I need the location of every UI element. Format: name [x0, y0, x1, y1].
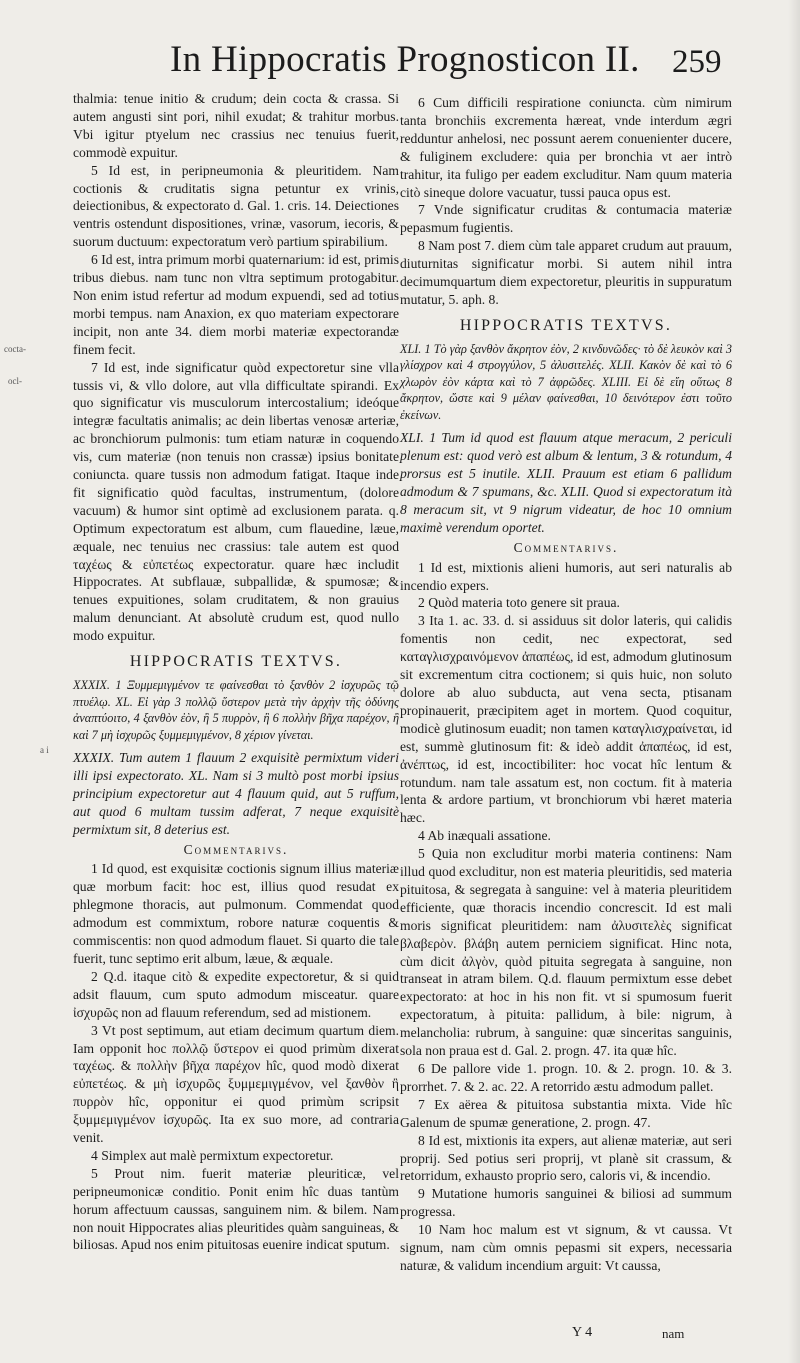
signature-mark: Y 4 — [572, 1325, 593, 1340]
commentary-item: 5 Prout nim. fuerit materiæ pleuriticæ, vel peripneumonicæ conditio. Ponit enim hîc duas tantùm horum affectuum caussas, sanguinem nim. & bilem. Nam non nouit Hippocrates alias pleuritides quàm sanguineas, & biliosas. Apud nos enim pituitosas euenire indicat sputum. — [73, 1165, 399, 1253]
greek-text: XXXIX. 1 Ξυμμεμιγμένον τε φαίνεσθαι τὸ ξανθὸν 2 ἰσχυρῶς τῷ πτυέλῳ. XL. Εἰ γὰρ 3 πολλῷ ὕστερον μετὰ τὴν ἀρχὴν τῆς ὀδύνης ἀναπτύοιτο, 4 ξανθὸν ἐὸν, ἢ 5 πυρρὸν, ἢ 6 πολλὴν βῆχα παρέχον, ἢ καὶ 7 μὴ ἰσχυρῶς ξυμμεμιγμένον, 8 χέριον γίνεται. — [73, 678, 399, 742]
running-title: In Hippocratis Prognosticon II. — [170, 39, 640, 80]
commentary-item: 2 Quòd materia toto genere sit praua. — [418, 595, 620, 611]
paragraph: thalmia: tenue initio & crudum; dein cocta & crassa. Si autem angusti sint pori, nihil exudat; & trahitur morbus. Vbi igitur ptyelum nec crassius nec tenuius fuerit, commodè expuitur. — [73, 91, 399, 160]
right-column — [400, 94, 732, 1275]
commentary-item: 1 Id est, mixtionis alieni humoris, aut seri naturalis ab incendio expers. — [400, 559, 732, 593]
commentary-item: 5 Quia non excluditur morbi materia continens: Nam illud quod excluditur, non est materia pleuritidis, sed materia pituitosa, & segregata à sanguine: vel à materia pleuritidem efficiente, quæ thoracis incendio concrescit. Id est mali moris significat pleuritidem: nam ἀλυσιτελὲς significat βλαβερὸν. βλάβη autem perniciem significat. Hinc nota, cùm dicit ἀλγὸν, quòd pituita segregata à sanguine, non transeat in atram bilem. Q.d. flauum permixtum esse debet expectorato: at hoc in his non fit. vt si spumosum fuerit expectoratum, à pituita: pallidum, à bile: nigrum, à melancholia: rubrum, à sanguine: quæ sinceritas sanguinis, sola non praua est d. Gal. 2. progn. 47. ita quæ hîc. — [400, 846, 732, 1059]
commentary-item: 6 De pallore vide 1. progn. 10. & 2. progn. 10. & 3. prorrhet. 7. & 2. ac. 22. A retorrido æstu admodum pallet. — [400, 1061, 732, 1094]
commentary-item: 10 Nam hoc malum est vt signum, & vt caussa. Vt signum, nam cùm omnis pepasmi sit expers, necessaria naturæ, & validum incendium arguit: Vt caussa, — [400, 1222, 732, 1273]
paragraph: 7 Id est, inde significatur quòd expectoretur sine vlla tussis vi, & vllo dolore, aut vlla difficultate spirandi. Ex quo significatur vis musculorum intercostalium; ideóque integræ facultatis animalis; ac dein libertas venosæ arteriæ, ac bronchiorum pulmonis: tum etiam naturæ in coquendo vis, cum materiæ (non tenuis non crassæ) ipsius bonitate coniuncta. quare tussis non admodum fatigat. Itaque inde fit significatio quòd facultas, instrumentum, (dolore vacuum) & humor sint optimè ad exclusionem parata. q. Optimum expectoratum est album, cum flauedine, læue, æquale, nec tenuius nec crassius: tale autem est quod ταχέως & εὐπετέως expectoratur. quare hæc includit Hippocrates. At subflauæ, subpallidæ, & spumosæ; & tenues expuitiones, solam cruditatem, & non grauius malum denunciant. At absolutè crudum est, quod nullo modo expuitur. — [73, 359, 399, 644]
commentary-heading: Commentarivs. — [513, 539, 619, 555]
catchword: nam — [662, 1326, 685, 1341]
section-heading: HIPPOCRATIS TEXTVS. — [459, 316, 673, 334]
commentary-item: 8 Id est, mixtionis ita expers, aut alienæ materiæ, aut seri proprij. Sed potius seri proprij, vt planè sit crassum, & retorridum, exhausto proprio sero, caloris vi, & incendio. — [400, 1132, 732, 1184]
paragraph: 5 Id est, in peripneumonia & pleuritidem. Nam coctionis & cruditatis signa petuntur ex vrinis, deiectionibus, & expectorato d. Gal. 1. cris. 14. Deiectiones ventris ostendunt dispositiones, vrinæ, vasorum, iecoris, & suorum ductuum: expectoratum verò partium spirabilium. — [73, 162, 399, 250]
commentary-item: 2 Q.d. itaque citò & expedite expectoretur, & si quid adsit flauum, cum sputo admodum misceatur. quare ἰσχυρῶς non ad flauum referendum, sed ad mistionem. — [73, 968, 399, 1020]
commentary-item: 1 Id quod, est exquisitæ coctionis signum illius materiæ quæ morbum facit: hoc est, illius quod resudat ex phlegmone thoracis, aut pulmonum. Commendat quod admodum est commixtum, robore naturæ coquentis & commiscentis: non quod admodum flauet. Si quarto die tale fuerit, tunc septimo erit album, læue, & æquale. — [73, 861, 399, 966]
page-number: 259 — [672, 44, 722, 80]
greek-text: XLI. 1 Τὸ γὰρ ξανθὸν ἄκρητον ἐὸν, 2 κινδυνῶδες· τὸ δὲ λευκὸν καὶ 3 γλίσχρον καὶ 4 στρογγύλον, 5 ἀλυσιτελές. XLII. Κακὸν δὲ καὶ τὸ 6 χλωρὸν ἐὸν κάρτα καὶ τὸ 7 ἀφρῶδες. XLIII. Εἰ δὲ εἴη οὕτως 8 ἄκρητον, ὥστε καὶ 9 μέλαν φαίνεσθαι, 10 δεινότερον ἐστι τοῦτο ἐκείνων. — [400, 341, 732, 422]
section-heading: HIPPOCRATIS TEXTVS. — [129, 653, 343, 671]
paragraph: 6 Id est, intra primum morbi quaternarium: id est, primis tribus diebus. nam tunc non vltra septimum protogabitur. Non enim istud refertur ad modum expuendi, sed ad totius morbi tempus. nam Anaxion, ex quo materiam expectorare incipit, non ante 34. diem morbi materiæ expectorandæ finem fecit. — [73, 252, 399, 357]
paragraph: 7 Vnde significatur cruditas & contumacia materiæ pepasmum fugientis. — [400, 202, 732, 236]
commentary-item: 4 Simplex aut malè permixtum expectoretur. — [91, 1147, 334, 1163]
paragraph: 8 Nam post 7. diem cùm tale apparet crudum aut prauum, diuturnitas significatur morbi. Si autem nihil intra decimumquartum diem expectoretur, pleuritis in suppuratum mutatur, 5. aph. 8. — [400, 238, 732, 307]
margin-note: cocta- — [4, 344, 26, 354]
commentary-item: 9 Mutatione humoris sanguinei & biliosi ad summum progressa. — [400, 1186, 732, 1220]
latin-translation: XXXIX. Tum autem 1 flauum 2 exquisitè permixtum videri illi ipsi expectorato. XL. Nam si 3 multò post morbi ipsius principium expectoretur aut 4 flauum quid, aut 5 ruffum, aut quod 6 multam tussim adferat, 7 neque exquisitè permixtum sit, 8 deterius est. — [73, 750, 399, 837]
margin-note: ocl- — [8, 376, 22, 386]
margin-note: a i — [40, 745, 49, 755]
commentary-item: 3 Ita 1. ac. 33. d. si assiduus sit dolor lateris, qui calidis fomentis non cedit, nec expectorat, sed καταγλισχραινόμενον ἀπαπέως, id est, admodum glutinosum sit excrementum citra coctionem; si quis huic, non soluto dolore ab aluo subducta, aut vena secta, ptisanam propinauerit, præcipitem aget in mortem. Quod coquitur, modicè glutinosum euadit; non tamen καταγλισχραίνεται, id est, summè glutinosum fit: & ideò addit ἀπαπέως, id est, ἀνέπτως, id est, incoctibiliter: hoc vocat hîc lentum & rotundum. nam tale assatum est, non coctum. fit à materia lenta & ardore partium, vt bronchiorum vbi hæret materia hæc. — [400, 613, 732, 826]
commentary-item: 3 Vt post septimum, aut etiam decimum quartum diem. Iam opponit hoc πολλῷ ὕστερον ei quod primùm dixerat ταχέως. & πολλὴν βῆχα παρέχον hîc, quod modò dixerat εὐπετέως. & μὴ ἰσχυρῶς ξυμμεμιγμένον, vel ξανθὸν ἢ πυρρὸν hîc, opponitur ei quod primùm scripsit ξυμμεμιγμένον ἰσχυρῶς. Ita ex suo more, ad contraria venit. — [73, 1022, 399, 1146]
commentary-item: 7 Ex aërea & pituitosa substantia mixta. Vide hîc Galenum de spumæ generatione, 2. progn. 47. — [400, 1096, 732, 1130]
commentary-heading: Commentarivs. — [183, 841, 289, 857]
left-column — [73, 90, 399, 1254]
commentary-item: 4 Ab inæquali assatione. — [418, 828, 551, 844]
latin-translation: XLI. 1 Tum id quod est flauum atque meracum, 2 periculi plenum est: quod verò est album & lentum, 3 & rotundum, 4 prorsus est 5 inutile. XLII. Prauum est etiam 6 pallidum admodum & 7 spumans, &c. XLII. Quod si expectoratum ità 8 meracum sit, vt 9 nigrum videatur, de hoc 10 omnium maximè verendum oportet. — [400, 430, 732, 535]
paragraph: 6 Cum difficili respiratione coniuncta. cùm nimirum tanta bronchiis excrementa hæreat, vnde interdum ægri redduntur anhelosi, nec possunt aerem conuenienter ducere, & fuliginem excludere: quia per bronchia vt aer intrò trahitur, ita fuligo per eadem excluditur. Nam quum materia citò sineque dolore vacuatur, tussi pauca opus est. — [400, 95, 732, 200]
page-edge-shadow — [788, 0, 800, 1363]
